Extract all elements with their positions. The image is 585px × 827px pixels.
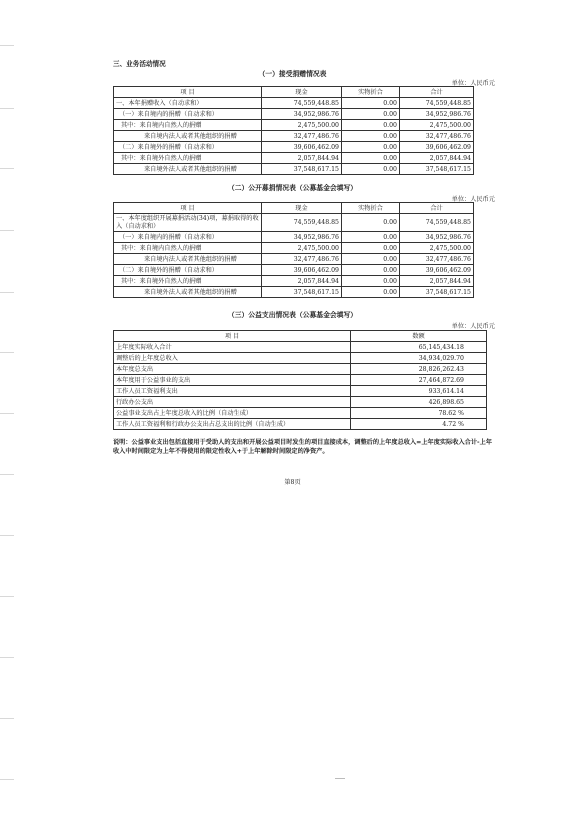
row-inkind: 0.00 bbox=[342, 164, 400, 175]
row-inkind: 0.00 bbox=[342, 131, 400, 142]
row-total: 2,475,500.00 bbox=[400, 243, 474, 254]
row-total: 34,952,986.76 bbox=[400, 232, 474, 243]
header-total: 合计 bbox=[400, 87, 474, 98]
table-row bbox=[114, 397, 487, 408]
row-cash: 2,475,500.00 bbox=[262, 120, 342, 131]
row-inkind: 0.00 bbox=[342, 265, 400, 276]
header-total: 合计 bbox=[400, 203, 474, 214]
row-cash: 34,952,986.76 bbox=[262, 109, 342, 120]
row-label: （一）来自境内的捐赠（自动求和） bbox=[114, 232, 262, 243]
table-row bbox=[114, 243, 474, 254]
row-cash: 34,952,986.76 bbox=[262, 232, 342, 243]
row-label: 其中：来自境内自然人的捐赠 bbox=[114, 120, 262, 131]
edge-mark bbox=[0, 352, 14, 353]
fundraising-table bbox=[113, 202, 474, 298]
row-inkind: 0.00 bbox=[342, 232, 400, 243]
table3-unit: 单位：人民币元 bbox=[451, 323, 495, 330]
row-label: 上年度实际收入合计 bbox=[114, 342, 351, 353]
table-row bbox=[114, 131, 474, 142]
header-cash: 现金 bbox=[262, 87, 342, 98]
table-row bbox=[114, 386, 487, 397]
header-amount: 数额 bbox=[351, 331, 487, 342]
edge-mark bbox=[0, 596, 14, 597]
row-label: 其中：来自境内自然人的捐赠 bbox=[114, 243, 262, 254]
edge-mark bbox=[0, 108, 14, 109]
row-label: 调整后的上年度总收入 bbox=[114, 353, 351, 364]
row-cash: 37,548,617.15 bbox=[262, 164, 342, 175]
table-row bbox=[114, 109, 474, 120]
row-cash: 39,606,462.09 bbox=[262, 265, 342, 276]
table-row bbox=[114, 375, 487, 386]
table-header-row bbox=[114, 331, 487, 342]
row-inkind: 0.00 bbox=[342, 287, 400, 298]
row-label: 工作人员工资福利和行政办公支出占总支出的比例（自动生成） bbox=[114, 419, 351, 430]
edge-mark bbox=[0, 779, 14, 780]
row-total: 37,548,617.15 bbox=[400, 287, 474, 298]
table-row bbox=[114, 287, 474, 298]
row-inkind: 0.00 bbox=[342, 153, 400, 164]
row-cash: 2,057,844.94 bbox=[262, 153, 342, 164]
row-amount: 28,826,262.43 bbox=[351, 364, 487, 375]
header-item: 项 目 bbox=[114, 87, 262, 98]
edge-mark bbox=[0, 413, 14, 414]
charity-expense-table bbox=[113, 330, 487, 430]
edge-mark bbox=[0, 718, 14, 719]
table-row bbox=[114, 120, 474, 131]
table-row bbox=[114, 232, 474, 243]
row-label: （二）来自境外的捐赠（自动求和） bbox=[114, 142, 262, 153]
edge-mark bbox=[0, 230, 14, 231]
scan-mark bbox=[335, 778, 345, 779]
donation-table bbox=[113, 86, 474, 175]
row-label: （一）来自境内的捐赠（自动求和） bbox=[114, 109, 262, 120]
row-label: 工作人员工资福利支出 bbox=[114, 386, 351, 397]
row-total: 32,477,486.76 bbox=[400, 131, 474, 142]
table-row bbox=[114, 342, 487, 353]
row-inkind: 0.00 bbox=[342, 254, 400, 265]
row-inkind: 0.00 bbox=[342, 214, 400, 232]
page-number: 第8页 bbox=[284, 479, 301, 486]
row-label: 其中：来自境外自然人的捐赠 bbox=[114, 153, 262, 164]
row-total: 32,477,486.76 bbox=[400, 254, 474, 265]
table-row bbox=[114, 164, 474, 175]
table-row bbox=[114, 254, 474, 265]
edge-mark bbox=[0, 45, 14, 46]
edge-mark bbox=[0, 292, 14, 293]
row-amount: 27,464,872.69 bbox=[351, 375, 487, 386]
row-label: 本年度总支出 bbox=[114, 364, 351, 375]
row-total: 2,475,500.00 bbox=[400, 120, 474, 131]
row-amount: 426,898.65 bbox=[351, 397, 487, 408]
row-cash: 32,477,486.76 bbox=[262, 131, 342, 142]
row-amount: 65,145,434.18 bbox=[351, 342, 487, 353]
row-label: 来自境外法人或者其他组织的捐赠 bbox=[114, 164, 262, 175]
row-total: 34,952,986.76 bbox=[400, 109, 474, 120]
row-cash: 37,548,617.15 bbox=[262, 287, 342, 298]
row-amount: 933,614.14 bbox=[351, 386, 487, 397]
row-inkind: 0.00 bbox=[342, 243, 400, 254]
edge-mark bbox=[0, 168, 14, 169]
row-cash: 2,475,500.00 bbox=[262, 243, 342, 254]
row-label: 行政办公支出 bbox=[114, 397, 351, 408]
table1-unit: 单位：人民币元 bbox=[451, 80, 495, 87]
row-amount: 34,934,029.70 bbox=[351, 353, 487, 364]
row-inkind: 0.00 bbox=[342, 276, 400, 287]
table-row bbox=[114, 419, 487, 430]
edge-mark bbox=[0, 535, 14, 536]
table-row bbox=[114, 265, 474, 276]
table1-title: （一）接受捐赠情况表 bbox=[258, 70, 327, 78]
table-header-row bbox=[114, 203, 474, 214]
table-header-row bbox=[114, 87, 474, 98]
section-title: 三、业务活动情况 bbox=[113, 60, 166, 68]
row-cash: 74,559,448.85 bbox=[262, 98, 342, 109]
table-row bbox=[114, 276, 474, 287]
row-total: 37,548,617.15 bbox=[400, 164, 474, 175]
table2-title: （二）公开募捐情况表（公募基金会填写） bbox=[227, 184, 358, 192]
row-amount: 4.72 % bbox=[351, 419, 487, 430]
table-row bbox=[114, 408, 487, 419]
row-label: 来自境外法人或者其他组织的捐赠 bbox=[114, 287, 262, 298]
table-row bbox=[114, 153, 474, 164]
row-amount: 78.62 % bbox=[351, 408, 487, 419]
row-label: 一、本年度组织开展募捐活动(34)项，募捐取得的收入（自动求和） bbox=[114, 214, 262, 232]
row-cash: 2,057,844.94 bbox=[262, 276, 342, 287]
explanatory-note: 说明：公益事业支出包括直接用于受助人的支出和开展公益项目时发生的项目直接成本，调整后的上年度总收入=上年度实际收入合计-上年收入中时间限定为上年不得使用的限定性收入+于上年解除时间限定的净资产。 bbox=[113, 439, 492, 455]
row-label: 其中：来自境外自然人的捐赠 bbox=[114, 276, 262, 287]
table-row bbox=[114, 98, 474, 109]
row-label: 来自境内法人或者其他组织的捐赠 bbox=[114, 131, 262, 142]
row-inkind: 0.00 bbox=[342, 109, 400, 120]
row-inkind: 0.00 bbox=[342, 142, 400, 153]
row-inkind: 0.00 bbox=[342, 98, 400, 109]
header-item: 项 目 bbox=[114, 203, 262, 214]
row-cash: 32,477,486.76 bbox=[262, 254, 342, 265]
row-label: 本年度用于公益事业的支出 bbox=[114, 375, 351, 386]
row-label: 来自境内法人或者其他组织的捐赠 bbox=[114, 254, 262, 265]
header-inkind: 实物折合 bbox=[342, 87, 400, 98]
row-total: 39,606,462.09 bbox=[400, 142, 474, 153]
header-inkind: 实物折合 bbox=[342, 203, 400, 214]
header-cash: 现金 bbox=[262, 203, 342, 214]
row-cash: 74,559,448.85 bbox=[262, 214, 342, 232]
row-label: 公益事业支出占上年度总收入的比例（自动生成） bbox=[114, 408, 351, 419]
edge-mark bbox=[0, 657, 14, 658]
header-item: 项 目 bbox=[114, 331, 351, 342]
table-row bbox=[114, 214, 474, 232]
table-row bbox=[114, 364, 487, 375]
row-total: 74,559,448.85 bbox=[400, 214, 474, 232]
row-total: 2,057,844.94 bbox=[400, 276, 474, 287]
row-label: （二）来自境外的捐赠（自动求和） bbox=[114, 265, 262, 276]
table2-unit: 单位：人民币元 bbox=[451, 196, 495, 203]
row-total: 39,606,462.09 bbox=[400, 265, 474, 276]
table-row bbox=[114, 142, 474, 153]
row-total: 2,057,844.94 bbox=[400, 153, 474, 164]
edge-mark bbox=[0, 474, 14, 475]
row-cash: 39,606,462.09 bbox=[262, 142, 342, 153]
row-total: 74,559,448.85 bbox=[400, 98, 474, 109]
row-inkind: 0.00 bbox=[342, 120, 400, 131]
row-label: 一、本年捐赠收入（自动求和） bbox=[114, 98, 262, 109]
table3-title: （三）公益支出情况表（公募基金会填写） bbox=[227, 311, 358, 319]
table-row bbox=[114, 353, 487, 364]
